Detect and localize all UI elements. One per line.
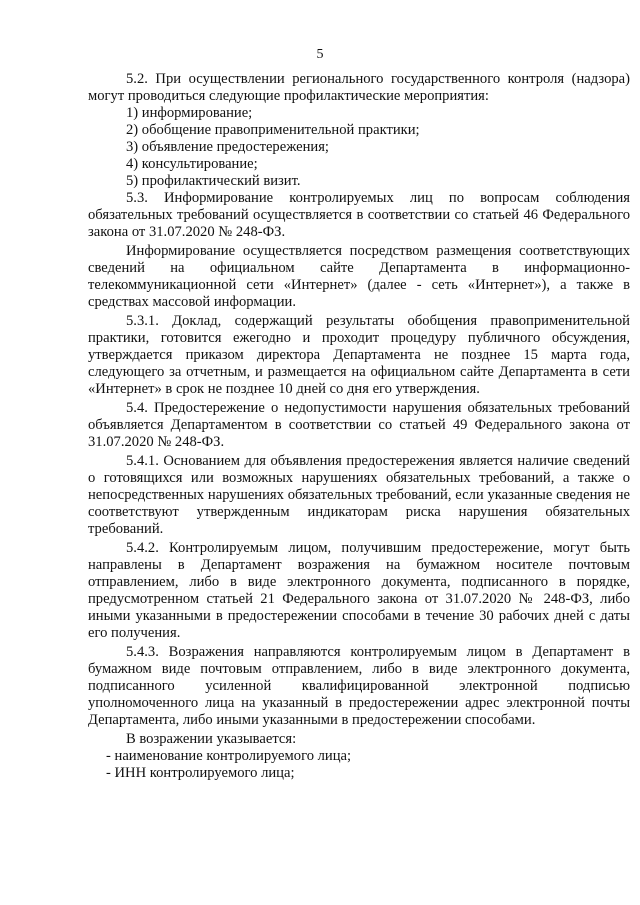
objection-list — [88, 748, 630, 782]
list-item: 4) консультирование; — [126, 156, 258, 172]
list-item: 5) профилактический визит. — [126, 173, 301, 189]
paragraph-5-4-3: 5.4.3. Возражения направляются контролируемым лицом в Департамент в бумажном виде почтовым отправлением, либо в виде электронного документа, подписанного усиленной квалифицированной электронной подписью уполномоченного лица на указанный в предостережении адрес электронной почты Департамента, либо иными указанными в предостережении способами. — [88, 644, 630, 728]
paragraph-5-4: 5.4. Предостережение о недопустимости нарушения обязательных требований объявляется Департаментом в соответствии со статьей 49 Федерального закона от 31.07.2020 № 248-ФЗ. — [88, 400, 630, 450]
measures-list — [88, 105, 630, 190]
paragraph-5-2: 5.2. При осуществлении регионального государственного контроля (надзора) могут проводиться следующие профилактические мероприятия: — [88, 71, 630, 104]
paragraph-5-3: 5.3. Информирование контролируемых лиц по вопросам соблюдения обязательных требований осуществляется в соответствии со статьей 46 Федерального закона от 31.07.2020 № 248-ФЗ. — [88, 190, 630, 240]
paragraph-5-3-1: 5.3.1. Доклад, содержащий результаты обобщения правоприменительной практики, готовится ежегодно и проходит процедуру публичного обсуждения, утверждается приказом директора Департамента не позднее 15 марта года, следующего за отчетным, и размещается на официальном сайте Департамента в сети «Интернет» в срок не позднее 10 дней со дня его утверждения. — [88, 313, 630, 397]
paragraph-objection-intro: В возражении указывается: — [126, 731, 297, 747]
paragraph-5-3-informing: Информирование осуществляется посредством размещения соответствующих сведений на официальном сайте Департамента в информационно-телекоммуникационной сети «Интернет» (далее - сеть «Интернет»), а также в средствах массовой информации. — [88, 243, 630, 310]
paragraph-5-4-1: 5.4.1. Основанием для объявления предостережения является наличие сведений о готовящихся или возможных нарушениях обязательных требований, а также о непосредственных нарушениях обязательных требований, если указанные сведения не соответствуют утвержденным индикаторам риска нарушения обязательных требований. — [88, 453, 630, 537]
list-item: - ИНН контролируемого лица; — [106, 765, 295, 781]
paragraph-5-4-2: 5.4.2. Контролируемым лицом, получившим предостережение, могут быть направлены в Департамент возражения на бумажном носителе почтовым отправлением, либо в виде электронного документа, подписанного в порядке, предусмотренном статьей 21 Федерального закона от 31.07.2020 № 248-ФЗ, либо иными указанными в предостережении способами в течение 30 рабочих дней с даты его получения. — [88, 540, 630, 641]
list-item: - наименование контролируемого лица; — [106, 748, 352, 764]
page-number: 5 — [316, 47, 324, 62]
list-item: 1) информирование; — [126, 105, 253, 121]
list-item: 2) обобщение правоприменительной практики; — [126, 122, 420, 138]
document-body — [88, 71, 630, 782]
list-item: 3) объявление предостережения; — [126, 139, 329, 155]
